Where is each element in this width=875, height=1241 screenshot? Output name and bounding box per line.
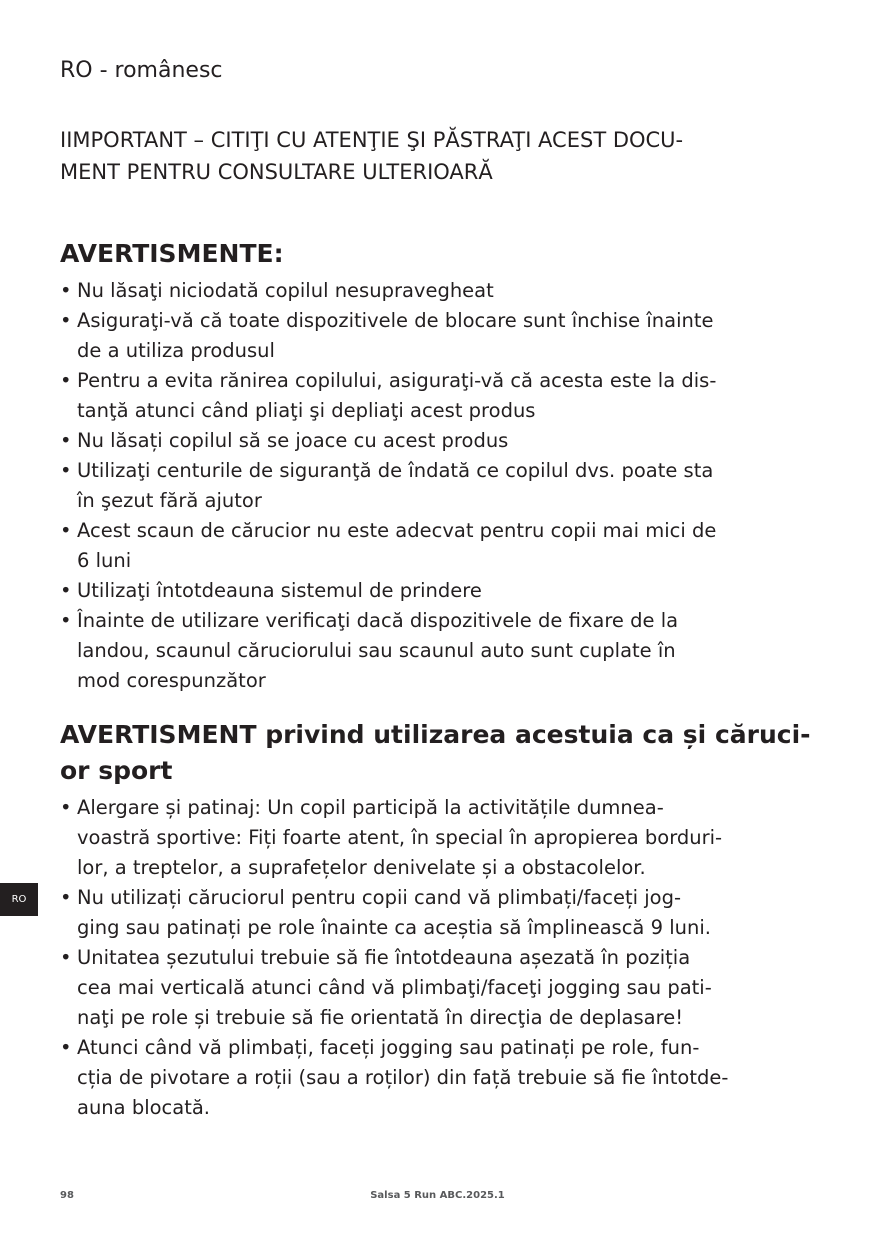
warning-item: • Acest scaun de cărucior nu este adecvat pentru copii mai mici de 6 luni bbox=[60, 516, 820, 576]
warning-item: • Utilizaţi centurile de siguranţă de îndată ce copilul dvs. poate sta în şezut fără ajutor bbox=[60, 456, 820, 516]
warning-item: • Utilizaţi întotdeauna sistemul de prindere bbox=[60, 576, 820, 606]
sport-warning-item: • Nu utilizați căruciorul pentru copii cand vă plimbați/faceți jog- ging sau patinați pe role înainte ca aceștia să împlinească 9 luni. bbox=[60, 883, 820, 943]
sport-warning-item: • Alergare și patinaj: Un copil participă la activitățile dumnea- voastră sportive: Fiți foarte atent, în special în apropierea borduri- lor, a treptelor, a suprafețelor denivelate și a obstacolelor. bbox=[60, 793, 820, 883]
warnings-list bbox=[60, 276, 820, 696]
warning-item: • Înainte de utilizare verificaţi dacă dispozitivele de fixare de la landou, scaunul căruciorului sau scaunul auto sunt cuplate în mod corespunzător bbox=[60, 606, 820, 696]
document-title: Salsa 5 Run ABC.2025.1 bbox=[370, 1190, 505, 1201]
warnings-heading: AVERTISMENTE: bbox=[60, 239, 284, 268]
sport-warnings-heading: AVERTISMENT privind utilizarea acestuia ca și căruci- or sport bbox=[60, 720, 811, 785]
page-number: 98 bbox=[60, 1190, 74, 1201]
sport-warning-item: • Unitatea șezutului trebuie să fie întotdeauna așezată în poziția cea mai verticală atunci când vă plimbaţi/faceţi jogging sau pati- naţi pe role și trebuie să fie orientată în direcţia de deplasare! bbox=[60, 943, 820, 1033]
warning-item: • Asiguraţi-vă că toate dispozitivele de blocare sunt închise înainte de a utiliza produsul bbox=[60, 306, 820, 366]
important-notice-line: IIMPORTANT – CITIŢI CU ATENŢIE ŞI PĂSTRAŢI ACEST DOCU- bbox=[60, 128, 684, 152]
warning-item: • Nu lăsați copilul să se joace cu acest produs bbox=[60, 426, 820, 456]
warning-item: • Pentru a evita rănirea copilului, asiguraţi-vă că acesta este la dis- tanţă atunci când pliaţi şi depliaţi acest produs bbox=[60, 366, 820, 426]
language-label: RO - românesc bbox=[60, 58, 223, 83]
sport-warnings-list bbox=[60, 793, 820, 1123]
important-notice-line: MENT PENTRU CONSULTARE ULTERIOARĂ bbox=[60, 160, 493, 184]
important-notice bbox=[60, 124, 800, 188]
warning-item: • Nu lăsaţi niciodată copilul nesupravegheat bbox=[60, 276, 820, 306]
sport-warning-item: • Atunci când vă plimbați, faceți jogging sau patinați pe role, fun- cția de pivotare a roții (sau a roților) din față trebuie să fie întotde- auna blocată. bbox=[60, 1033, 820, 1123]
language-side-tab: RO bbox=[0, 883, 38, 916]
